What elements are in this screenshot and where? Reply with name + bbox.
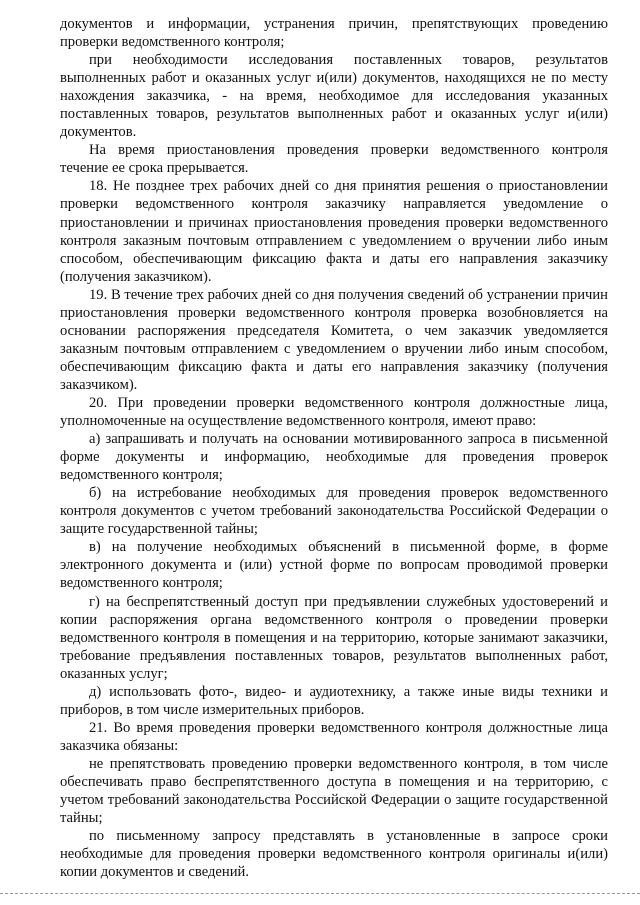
paragraph-item-21: 21. Во время проведения проверки ведомственного контроля должностные лица заказчика обязаны: [60,719,608,754]
paragraph: не препятствовать проведению проверки ведомственного контроля, в том числе обеспечивать право беспрепятственного доступа в помещения и на территорию, с учетом требований законодательства Российской Федерации о защите государственной тайны; [60,755,608,827]
paragraph: документов и информации, устранения причин, препятствующих проведению проверки ведомственного контроля; [60,16,608,51]
paragraph-item-19: 19. В течение трех рабочих дней со дня получения сведений об устранении причин приостановления проверки ведомственного контроля проверка возобновляется на основании распоряжения председателя Комитета, о чем заказчик уведомляется заказным почтовым отправлением с уведомлением о вручении либо иным способом, обеспечивающим фиксацию факта и даты его направления заказчику (получения заказчиком). [60,286,608,393]
list-item-d: д) использовать фото-, видео- и аудиотехнику, а также иные виды техники и приборов, в том числе измерительных приборов. [60,683,608,718]
list-item-g: г) на беспрепятственный доступ при предъявлении служебных удостоверений и копии распоряжения органа ведомственного контроля о проведении проверки ведомственного контроля в помещения и на территорию, которые занимают заказчики, требование предъявления поставленных товаров, результатов выполненных работ, оказанных услуг; [60,593,608,682]
page-bottom-divider [0,893,640,894]
list-item-a: а) запрашивать и получать на основании мотивированного запроса в письменной форме документы и информацию, необходимые для проведения проверок ведомственного контроля; [60,431,608,484]
paragraph-item-18: 18. Не позднее трех рабочих дней со дня принятия решения о приостановлении проверки ведомственного контроля заказчику направляется уведомление о приостановлении и причинах приостановления проведения проверки ведомственного контроля заказным почтовым отправлением с уведомлением о вручении либо иным способом, обеспечивающим фиксацию факта и даты его направления заказчику (получения заказчиком). [60,178,608,285]
list-item-v: в) на получение необходимых объяснений в письменной форме, в форме электронного документа и (или) устной форме по вопросам проводимой проверки ведомственного контроля; [60,539,608,592]
paragraph-item-20: 20. При проведении проверки ведомственного контроля должностные лица, уполномоченные на осуществление ведомственного контроля, имеют право: [60,394,608,430]
paragraph: по письменному запросу представлять в установленные в запросе сроки необходимые для проведения проверки ведомственного контроля оригиналы и(или) копии документов и сведений. [60,828,608,881]
paragraph: На время приостановления проведения проверки ведомственного контроля течение ее срока прерывается. [60,142,608,177]
document-page [60,15,608,881]
paragraph: при необходимости исследования поставленных товаров, результатов выполненных работ и оказанных услуг и(или) документов, находящихся не по месту нахождения заказчика, - на время, необходимое для исследования указанных поставленных товаров, результатов выполненных работ и оказанных услуг и(или) документов. [60,52,608,141]
list-item-b: б) на истребование необходимых для проведения проверок ведомственного контроля документов с учетом требований законодательства Российской Федерации о защите государственной тайны; [60,485,608,538]
